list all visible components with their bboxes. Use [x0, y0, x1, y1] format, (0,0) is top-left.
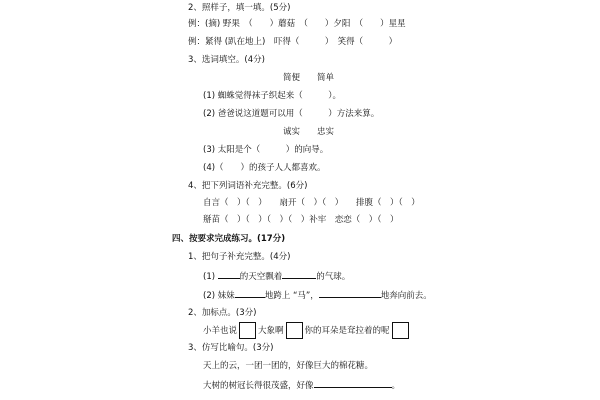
- sec4-q3-example: 天上的云，一团一团的，好像巨大的棉花糖。: [203, 361, 374, 371]
- fill-blank[interactable]: [282, 269, 316, 279]
- punct-text-2: 大象啊: [258, 326, 284, 336]
- simile-period: 。: [391, 381, 401, 391]
- sec4-q3-sentence: [203, 378, 400, 392]
- sentence-2-prefix: (2) 妹妹: [203, 291, 235, 301]
- punct-text-3: 你的耳朵是耷拉着的呢: [304, 326, 390, 336]
- sentence-1-middle: 的天空飘着: [239, 272, 283, 282]
- fill-blank[interactable]: [235, 288, 265, 298]
- q4-title: 4、把下列词语补充完整。(6分): [188, 181, 308, 191]
- q2-row1: 例：(摘) 野果 （ ）蘑菇 （ ）夕阳 （ ）星星: [188, 19, 406, 29]
- q4-row1: 自言（ ）（ ） 扇开（ ）（ ） 排腹（ ）（ ）: [203, 198, 420, 208]
- q3-title: 3、选词填空。(4分): [188, 55, 265, 65]
- sentence-1-suffix: 的气球。: [316, 272, 351, 282]
- punctuation-box[interactable]: [392, 322, 409, 339]
- sentence-2-suffix: 地奔向前去。: [380, 291, 432, 301]
- section-4-title: 四、按要求完成练习。(17分): [172, 234, 286, 244]
- sec4-q2-title: 2、加标点。(3分): [188, 308, 257, 318]
- q3-word-choices-2: 诚实 忠实: [283, 127, 335, 137]
- sec4-q1-sentence-1: [203, 269, 350, 283]
- simile-prompt: 大树的树冠长得很茂盛，好像: [203, 381, 314, 391]
- fill-blank[interactable]: [218, 269, 240, 279]
- sec4-q1-title: 1、把句子补充完整。(4分): [188, 252, 291, 262]
- q3-sentence-4: (4)（ ）的孩子人人都喜欢。: [203, 163, 326, 173]
- punctuation-box[interactable]: [239, 322, 256, 339]
- q3-sentence-1: (1) 蜘蛛觉得袜子织起来（ ）。: [203, 91, 341, 101]
- fill-blank[interactable]: [319, 288, 381, 298]
- sec4-q2-punctuation-line: [203, 322, 411, 340]
- q3-word-choices-1: 简便 简单: [283, 73, 335, 83]
- fill-blank[interactable]: [314, 378, 392, 388]
- punctuation-box[interactable]: [286, 322, 303, 339]
- sec4-q3-title: 3、仿写比喻句。(3分): [188, 343, 274, 353]
- sentence-1-prefix: (1): [203, 272, 216, 282]
- q3-sentence-2: (2) 爸爸说这道题可以用（ ）方法来算。: [203, 109, 380, 119]
- sec4-q1-sentence-2: [203, 288, 432, 302]
- q4-row2: 掰苗（ ）（ ）（ ）（ ）补牢 恋恋（ ）（ ）: [203, 215, 399, 225]
- q2-row2: 例：紧得 (趴在地上) 吓得（ ） 笑得（ ）: [188, 37, 398, 47]
- punct-text-1: 小羊也说: [203, 326, 238, 336]
- q3-sentence-3: (3) 太阳是个（ ）的向导。: [203, 145, 329, 155]
- sentence-2-middle: 地跨上 “马”，: [264, 291, 319, 301]
- q2-title: 2、照样子，填一填。(5分): [188, 3, 291, 13]
